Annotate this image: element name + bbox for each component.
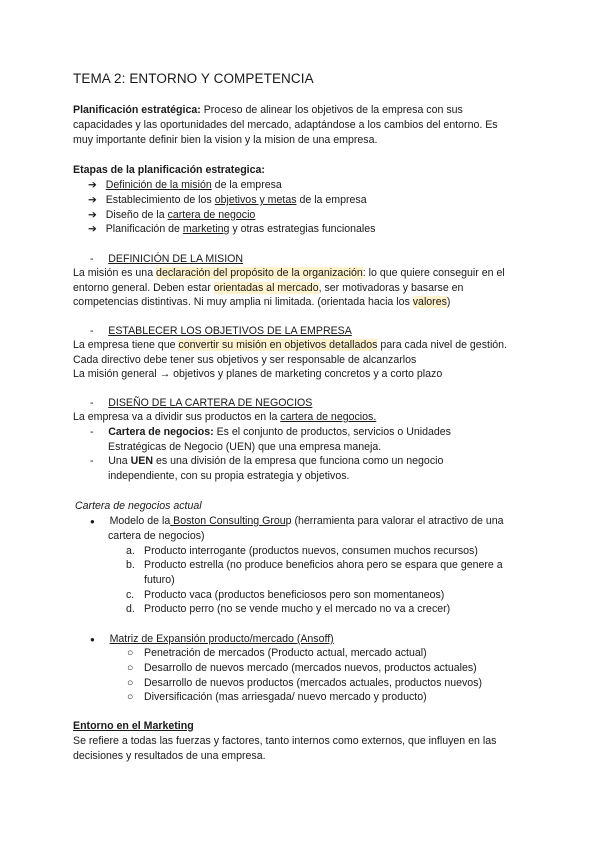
link-text: cartera de negocios. (280, 411, 377, 423)
list-item: Producto interrogante (productos nuevos, consumen muchos recursos) (144, 545, 478, 557)
arrow-icon: ➔ (88, 194, 97, 206)
link-text: Boston Consulting Grou (170, 515, 286, 527)
intro-line-1 (73, 103, 463, 118)
text: Es el conjunto de productos, servicios o Unidades (213, 426, 451, 438)
highlight: valores (412, 296, 447, 308)
etapa-link: objetivos y metas (214, 194, 297, 206)
text: p (herramienta para valorar el atractivo de una (285, 515, 504, 527)
arrow-icon: ➔ (88, 223, 97, 235)
list-item: Producto vaca (productos beneficiosos pero son momentaneos) (144, 589, 445, 601)
section-cartera (90, 396, 312, 411)
text: ) (446, 296, 451, 308)
circle-icon: ○ (127, 647, 134, 659)
list-letter: c. (126, 589, 135, 601)
text: es una división de la empresa que funciona como un negocio (153, 455, 444, 467)
dash-marker: - (90, 325, 94, 337)
arrow-icon: ➔ (88, 179, 97, 191)
text: competencias distintivas. Ni muy amplia ni limitada. (orientada hacia los (73, 296, 413, 308)
intro-line-2: capacidades y las oportunidades del mercado, adaptándose a los cambios del entorno. Es (73, 119, 498, 131)
cartera-bullet-1-cont: Estratégicas de Negocio (UEN) que una empresa maneja. (108, 441, 382, 453)
etapa-link: marketing (182, 223, 230, 235)
objetivos-line-3: La misión general → objetivos y planes de marketing concretos y a corto plazo (73, 368, 443, 380)
circle-icon: ○ (127, 677, 134, 689)
intro-line-3: muy importante definir bien la vision y la mision de una empresa. (73, 134, 378, 146)
cartera-bullet-2-cont: independiente, con su propia estrategia y objetivos. (108, 470, 350, 482)
etapa-text: de la empresa (296, 194, 367, 206)
actual-heading: Cartera de negocios actual (75, 500, 202, 512)
etapa-item (88, 193, 367, 208)
dash-marker: - (90, 455, 94, 467)
circle-icon: ○ (127, 662, 134, 674)
ansoff-subitem: Desarrollo de nuevos productos (mercados actuales, productos nuevos) (144, 677, 483, 689)
list-item-cont: futuro) (144, 574, 175, 586)
bcg-item (90, 514, 504, 529)
ansoff-item (90, 632, 334, 647)
mision-line-3 (73, 295, 450, 310)
term: UEN (130, 455, 154, 467)
ansoff-subitem: Diversificación (mas arriesgada/ nuevo mercado y producto) (144, 691, 427, 703)
etapa-item (88, 178, 282, 193)
entorno-heading: Entorno en el Marketing (73, 720, 194, 732)
section-heading: DISEÑO DE LA CARTERA DE NEGOCIOS (108, 397, 313, 409)
text: entorno general. Deben estar (73, 282, 214, 294)
text: : lo que quiere conseguir en el (362, 267, 505, 279)
mision-line-1 (73, 266, 505, 281)
text: La misión es una (73, 267, 157, 279)
objetivos-line-1 (73, 338, 507, 353)
etapa-item (88, 222, 375, 237)
text: Modelo de la (109, 515, 171, 527)
text: La empresa tiene que (73, 339, 179, 351)
dash-marker: - (90, 426, 94, 438)
ansoff-subitem: Penetración de mercados (Producto actual, mercado actual) (144, 647, 427, 659)
intro-term: Planificación estratégica: (73, 104, 201, 116)
cartera-line-1 (73, 410, 376, 425)
etapa-item (88, 208, 255, 223)
etapa-text: de la empresa (211, 179, 282, 191)
bullet-icon: ● (90, 517, 95, 526)
section-heading: ESTABLECER LOS OBJETIVOS DE LA EMPRESA (108, 325, 352, 337)
mision-line-2 (73, 281, 463, 296)
section-objetivos (90, 324, 352, 339)
etapa-link: cartera de negocio (167, 209, 256, 221)
entorno-line-2: decisiones y resultados de una empresa. (73, 750, 266, 762)
list-letter: d. (126, 603, 135, 615)
etapas-heading: Etapas de la planificación estrategica: (73, 164, 265, 176)
text: , ser motivadoras y basarse en (318, 282, 464, 294)
text: La empresa va a dividir sus productos en la (73, 411, 281, 423)
etapa-text: y otras estrategias funcionales (229, 223, 376, 235)
entorno-line-1: Se refiere a todas las fuerzas y factores, tanto internos como externos, que influyen en las (73, 735, 497, 747)
dash-marker: - (90, 397, 94, 409)
ansoff-subitem: Desarrollo de nuevos mercado (mercados nuevos, productos actuales) (144, 662, 477, 674)
term: Cartera de negocios: (108, 426, 214, 438)
text: Una (108, 455, 131, 467)
list-item: Producto perro (no se vende mucho y el mercado no va a crecer) (144, 603, 451, 615)
section-mision (90, 252, 243, 267)
cartera-bullet-1 (90, 425, 451, 440)
link-text: Matriz de Expansión producto/mercado (Ansoff) (109, 633, 334, 645)
etapa-link: Definición de la misión (105, 179, 212, 191)
etapa-text: Planificación de (105, 223, 183, 235)
highlight: declaración del propósito de la organización (156, 267, 363, 279)
text: para cada nivel de gestión. (377, 339, 508, 351)
objetivos-line-2: Cada directivo debe tener sus objetivos y ser responsable de alcanzarlos (73, 354, 417, 366)
etapa-text: Diseño de la (105, 209, 168, 221)
etapa-text: Establecimiento de los (105, 194, 215, 206)
page-title: TEMA 2: ENTORNO Y COMPETENCIA (73, 71, 314, 86)
highlight: convertir su misión en objetivos detallados (178, 339, 378, 351)
list-letter: b. (126, 559, 135, 571)
list-item: Producto estrella (no produce beneficios ahora pero se espara que genere a (144, 559, 503, 571)
section-heading: DEFINICIÓN DE LA MISION (108, 253, 244, 265)
circle-icon: ○ (127, 691, 134, 703)
list-letter: a. (126, 545, 135, 557)
dash-marker: - (90, 253, 94, 265)
bullet-icon: ● (90, 635, 95, 644)
highlight: orientadas al mercado (213, 282, 319, 294)
intro-text: Proceso de alinear los objetivos de la empresa con sus (200, 104, 463, 116)
cartera-bullet-2 (90, 454, 443, 469)
arrow-icon: ➔ (88, 209, 97, 221)
bcg-item-cont: cartera de negocios) (108, 530, 205, 542)
